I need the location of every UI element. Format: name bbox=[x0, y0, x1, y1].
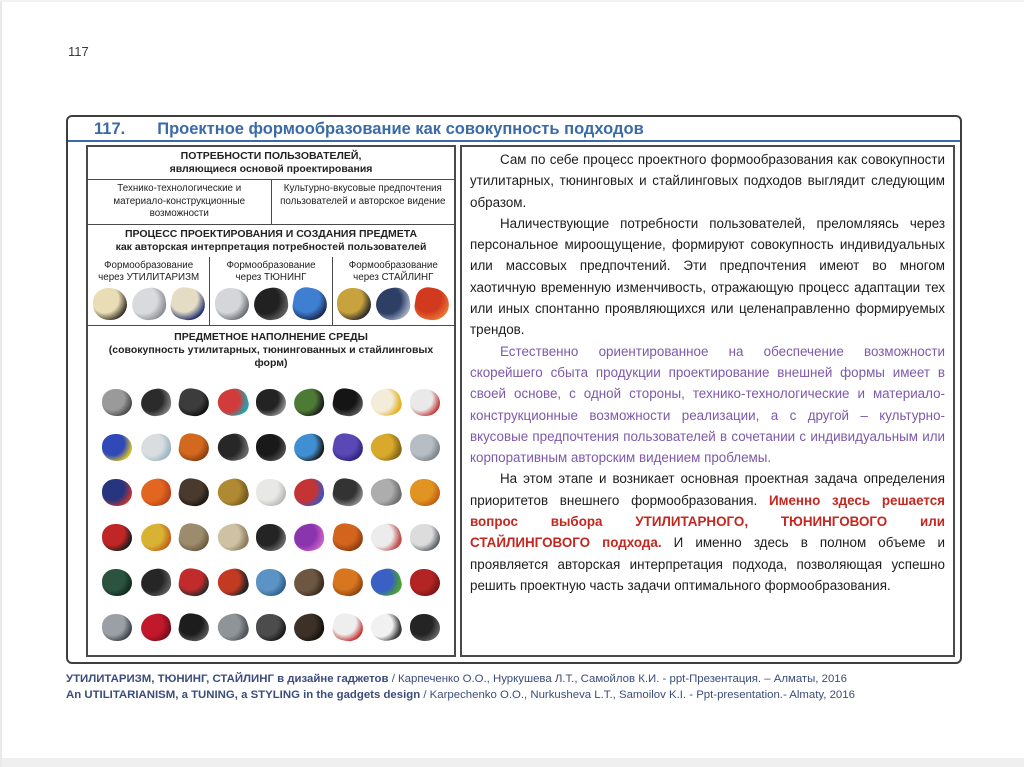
silver-shaver-image bbox=[215, 288, 249, 320]
yellow-earpiece-image bbox=[368, 430, 404, 464]
metal-frame-image bbox=[215, 611, 251, 645]
approach-label-line2: через ТЮНИНГ bbox=[235, 271, 307, 283]
white-headset-image bbox=[139, 432, 172, 463]
citation-en-authors: / Karpechenko O.O., Nurkusheva L.T., Samoilov K.I. - Ppt-presentation.- Almaty, 2016 bbox=[420, 689, 855, 701]
text-paragraph bbox=[470, 341, 945, 469]
dark-headphones-image bbox=[256, 614, 286, 641]
white-headband-image bbox=[410, 524, 440, 551]
text-segment-purple: Естественно ориентированное на обеспечение возможности скорейшего сбыта продукции проектирование внешней формы имеет в своей основе, с одной стороны, технико-технологические и материало-конструкционные возможности реализации, а с другой – культурно-вкусовые предпочтения пользователей в сочетании с индивидуальным или корпоративным авторским видением проблемы. bbox=[470, 343, 945, 466]
environment-header-line1: ПРЕДМЕТНОЕ НАПОЛНЕНИЕ СРЕДЫ bbox=[174, 330, 368, 343]
red-tool-image bbox=[177, 566, 211, 598]
text-segment-black: Наличествующие потребности пользователей, преломляясь через персональное мироощущение, формируют совокупность индивидуальных или массовых предпочтений. Эти предпочтения имеют во многом хаотичную временную изменчивость, отражающую процесс адаптации тех или иных спонтанно проявляющихся или целенаправленно формируемых трендов. bbox=[470, 215, 945, 338]
approaches-row bbox=[88, 257, 454, 326]
navy-red-striped-image bbox=[102, 479, 132, 506]
citation-ru-title: УТИЛИТАРИЗМ, ТЮНИНГ, СТАЙЛИНГ в дизайне гаджетов bbox=[66, 673, 389, 685]
neck-headphones-image bbox=[256, 389, 286, 416]
black-cable-image bbox=[331, 386, 365, 418]
slide-content bbox=[68, 142, 960, 662]
brown-photo-image bbox=[293, 567, 326, 598]
page-bottom-edge bbox=[2, 758, 1024, 767]
curved-black-mouse-image bbox=[177, 612, 211, 644]
text-paragraph bbox=[470, 149, 945, 213]
citation-line-ru bbox=[66, 671, 968, 687]
red-white-earphones-image bbox=[368, 520, 404, 554]
black-clips-image bbox=[331, 476, 365, 508]
silver-gadget-image bbox=[368, 475, 404, 509]
approach-cell bbox=[88, 257, 209, 325]
text-segment-red-bold: Именно здесь решается вопрос выбора УТИЛИТАРНОГО, ТЮНИНГОВОГО или СТАЙЛИНГОВОГО подхода. bbox=[470, 492, 945, 551]
gold-ornament-image bbox=[215, 475, 251, 509]
citation-en-title: An UTILITARIANISM, a TUNING, a STYLING in the gadgets design bbox=[66, 689, 421, 701]
black-oval-mouse-image bbox=[256, 434, 286, 461]
environment-header-line2: (совокупность утилитарных, тюнингованных и стайлинговых форм) bbox=[108, 343, 434, 369]
red-lips-image bbox=[410, 569, 440, 596]
black-camera-image bbox=[252, 285, 290, 321]
purple-mouse-image bbox=[293, 522, 326, 553]
red-blue-toy-image bbox=[293, 477, 326, 508]
blue-usb-image bbox=[290, 285, 329, 322]
black-webcam-image bbox=[215, 430, 251, 464]
citation-line-en bbox=[66, 687, 968, 703]
approach-label-line1: Формообразование bbox=[226, 259, 316, 271]
approach-images bbox=[215, 288, 327, 320]
earbuds-trio-image bbox=[102, 434, 132, 461]
text-segment-black: И именно здесь в полном объеме и проявляется авторская интерпретация подхода, позволяющая успешно решить проектную часть задачи оптимального формообразования. bbox=[470, 535, 945, 593]
green-black-mic-image bbox=[293, 387, 326, 418]
purple-flashlight-image bbox=[331, 431, 365, 463]
approach-images bbox=[93, 288, 205, 320]
orange-gadget-image bbox=[331, 521, 365, 553]
gold-black-watches-image bbox=[337, 288, 371, 320]
gray-headset-image bbox=[102, 614, 132, 641]
needs-column: Культурно-вкусовые предпочтения пользователей и авторское видение bbox=[271, 180, 455, 224]
red-teal-cables-image bbox=[215, 385, 251, 419]
slide-title bbox=[68, 117, 960, 142]
navy-flashdrive-image bbox=[168, 285, 207, 322]
white-mp3-player-image bbox=[368, 385, 404, 419]
black-helmet-image bbox=[177, 386, 211, 418]
approach-label bbox=[98, 259, 199, 288]
orange-fish-image bbox=[410, 479, 440, 506]
black-headphones-image bbox=[410, 614, 440, 641]
bronze-plate-image bbox=[177, 521, 211, 553]
citation-ru-authors: / Карпеченко О.О., Нуркушева Л.Т., Самойлов К.И. - ppt-Презентация. – Алматы, 2016 bbox=[388, 673, 847, 685]
needs-header bbox=[88, 147, 454, 180]
blue-folder-image bbox=[256, 569, 286, 596]
slide-title-number: 117. bbox=[94, 120, 126, 138]
approach-label-line2: через СТАЙЛИНГ bbox=[353, 271, 434, 283]
white-red-headphones-image bbox=[410, 389, 440, 416]
approach-cell bbox=[209, 257, 331, 325]
black-sunglasses-image bbox=[139, 387, 172, 418]
needs-columns bbox=[88, 180, 454, 225]
approach-cell bbox=[332, 257, 454, 325]
orange-headphones-image bbox=[331, 566, 365, 598]
gadget-grid bbox=[88, 375, 454, 656]
needs-column: Технико-технологические и материало-конструкционные возможности bbox=[113, 183, 246, 219]
process-header-line1: ПРОЦЕСС ПРОЕКТИРОВАНИЯ И СОЗДАНИЯ ПРЕДМЕТА bbox=[124, 227, 418, 240]
ladybug-mouse-image bbox=[102, 524, 132, 551]
dark-photo-image bbox=[293, 612, 326, 643]
needs-header-line2: являющиеся основой проектирования bbox=[169, 163, 373, 175]
approach-images bbox=[337, 288, 449, 320]
approach-label bbox=[226, 259, 315, 288]
red-cones-image bbox=[413, 285, 452, 322]
blue-earbuds-image bbox=[293, 432, 326, 463]
page-number: 117 bbox=[68, 44, 89, 59]
white-device-image bbox=[130, 285, 168, 321]
beige-skull-image bbox=[215, 520, 251, 554]
approach-label-line1: Формообразование bbox=[104, 259, 194, 271]
environment-header bbox=[88, 326, 454, 375]
yellow-flower-image bbox=[139, 522, 172, 553]
color-blocks-image bbox=[368, 565, 404, 599]
orange-cones-image bbox=[139, 477, 172, 508]
white-mouse-image bbox=[256, 479, 286, 506]
text-paragraph bbox=[470, 468, 945, 596]
approach-label bbox=[349, 259, 438, 288]
text-paragraph bbox=[470, 213, 945, 341]
red-helmet-image bbox=[139, 612, 172, 643]
text-segment-black: Сам по себе процесс проектного формообразования как совокупности утилитарных, тюнинговых и стайлинговых подходов выглядит следующим образом. bbox=[470, 152, 945, 210]
text-panel bbox=[460, 145, 955, 657]
needs-header-line1: ПОТРЕБНОСТИ ПОЛЬЗОВАТЕЛЕЙ, bbox=[180, 150, 362, 162]
slide bbox=[66, 115, 962, 664]
gray-headphones-image bbox=[102, 389, 132, 416]
process-header-line2: как авторская интерпретация потребностей пользователей bbox=[115, 240, 427, 253]
basketball-image bbox=[177, 431, 211, 463]
black-ear-hook-image bbox=[256, 524, 286, 551]
diagram-panel bbox=[86, 145, 456, 657]
black-arrow-image bbox=[139, 567, 172, 598]
citation-footer bbox=[66, 671, 968, 703]
red-black-seat-image bbox=[215, 565, 251, 599]
white-headphones-image bbox=[368, 611, 404, 645]
gray-mouse-image bbox=[410, 434, 440, 461]
green-leaf-image bbox=[102, 569, 132, 596]
slide-title-text: Проектное формообразование как совокупность подходов bbox=[157, 120, 644, 138]
process-header bbox=[88, 225, 454, 257]
beige-headphones-image bbox=[93, 288, 127, 320]
approach-label-line2: через УТИЛИТАРИЗМ bbox=[98, 271, 200, 283]
text-segment-black: На этом этапе и возникает основная проектная задача определения приоритетов внешнего формообразования. bbox=[470, 471, 945, 508]
approach-label-line1: Формообразование bbox=[348, 259, 438, 271]
navy-pad-image bbox=[374, 285, 412, 321]
brown-helmet-image bbox=[177, 476, 211, 508]
white-red-usb-image bbox=[331, 612, 365, 644]
